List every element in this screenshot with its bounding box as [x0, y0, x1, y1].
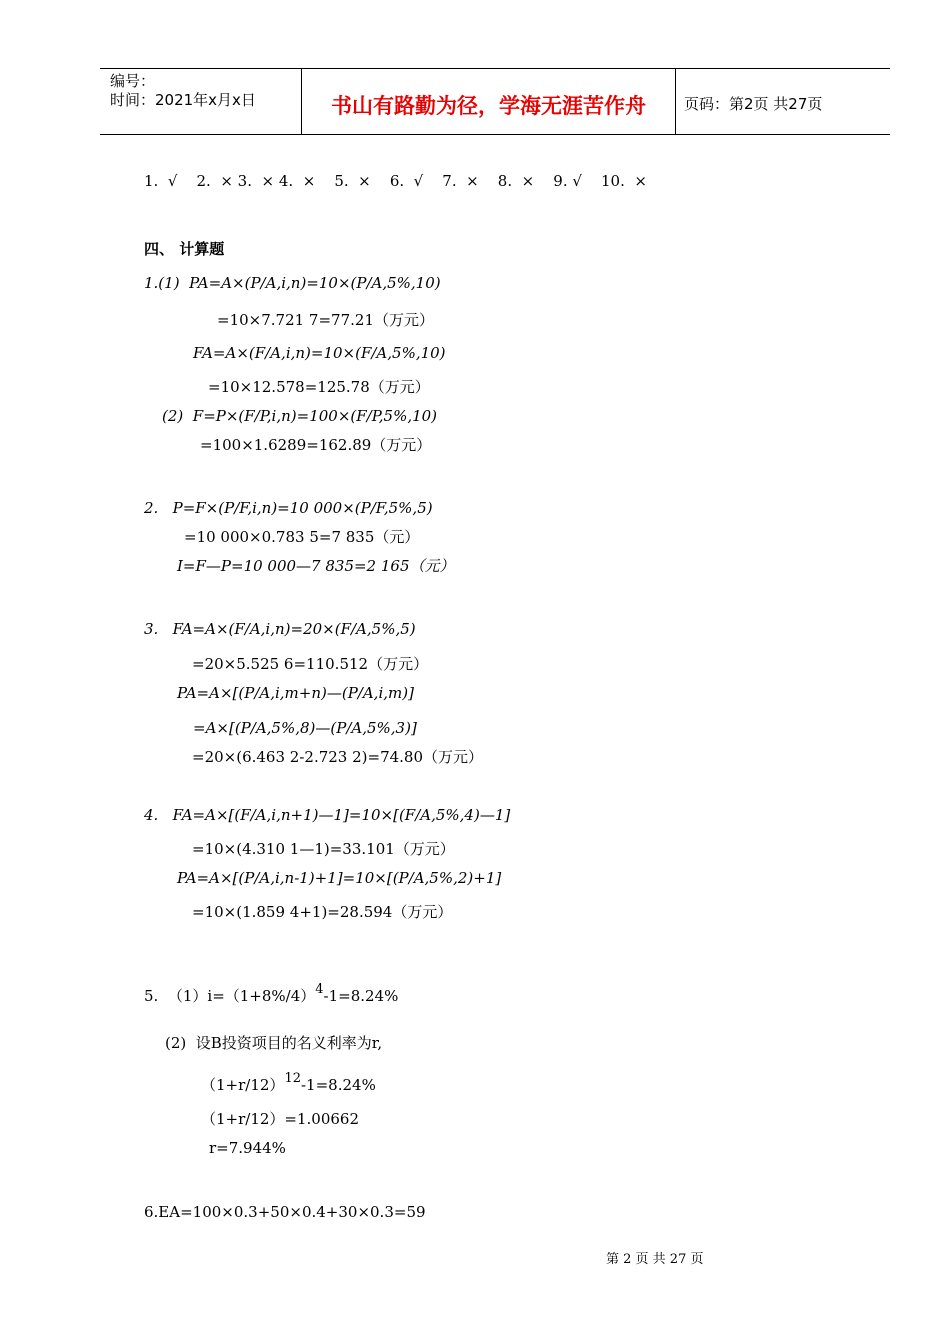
calc-line-19-base: 5. （1）i=（1+8%/4） — [144, 987, 316, 1005]
calc-line-2: =10×7.721 7=77.21（万元） — [217, 311, 434, 329]
calc-line-1: 1.(1) PA=A×(P/A,i,n)=10×(P/A,5%,10) — [144, 274, 441, 292]
page-footer: 第 2 页 共 27 页 — [606, 1252, 704, 1267]
calc-line-6: =100×1.6289=162.89（万元） — [200, 436, 432, 454]
calc-line-21-rest: -1=8.24% — [300, 1076, 376, 1094]
header-top-rule — [100, 68, 890, 69]
calc-line-14: =20×(6.463 2-2.723 2)=74.80（万元） — [192, 748, 484, 766]
page-header — [100, 68, 890, 136]
header-divider-right — [675, 68, 676, 135]
time-line: 时间：2021年x月x日 — [110, 91, 256, 109]
calc-line-9: I=F—P=10 000—7 835=2 165（元） — [177, 557, 455, 575]
code-label: 编号： — [110, 72, 156, 90]
calc-line-17: PA=A×[(P/A,i,n-1)+1]=10×[(P/A,5%,2)+1] — [177, 869, 502, 887]
calc-line-22: （1+r/12）=1.00662 — [201, 1110, 360, 1128]
calc-line-13: =A×[(P/A,5%,8)—(P/A,5%,3)] — [193, 719, 417, 737]
calc-line-11: =20×5.525 6=110.512（万元） — [192, 655, 429, 673]
calc-line-23: r=7.944% — [209, 1139, 286, 1157]
calc-line-12: PA=A×[(P/A,i,m+n)—(P/A,i,m)] — [177, 684, 414, 702]
calc-line-8: =10 000×0.783 5=7 835（元） — [184, 528, 420, 546]
calc-line-19 — [144, 982, 399, 1007]
calc-line-19-rest: -1=8.24% — [323, 987, 399, 1005]
calc-line-15: 4. FA=A×[(F/A,i,n+1)—1]=10×[(F/A,5%,4)—1] — [144, 806, 511, 824]
calc-line-3: FA=A×(F/A,i,n)=10×(F/A,5%,10) — [193, 344, 446, 362]
header-page-info: 页码：第2页 共27页 — [684, 95, 823, 113]
section-title: 四、 计算题 — [144, 240, 225, 258]
calc-line-16: =10×(4.310 1—1)=33.101（万元） — [192, 840, 455, 858]
calc-line-21-base: （1+r/12） — [201, 1076, 285, 1094]
calc-line-20: (2) 设B投资项目的名义利率为r, — [165, 1034, 383, 1052]
calc-line-18: =10×(1.859 4+1)=28.594（万元） — [192, 903, 453, 921]
calc-line-4: =10×12.578=125.78（万元） — [208, 378, 430, 396]
calc-line-10: 3. FA=A×(F/A,i,n)=20×(F/A,5%,5) — [144, 620, 416, 638]
calc-line-7: 2. P=F×(P/F,i,n)=10 000×(P/F,5%,5) — [144, 499, 433, 517]
header-meta — [110, 72, 256, 110]
header-bottom-rule — [100, 134, 890, 135]
calc-line-21 — [201, 1071, 376, 1096]
calc-line-21-exponent: 12 — [284, 1071, 301, 1086]
calc-line-24: 6.EA=100×0.3+50×0.4+30×0.3=59 — [144, 1203, 426, 1221]
calc-line-19-exponent: 4 — [315, 982, 324, 997]
header-motto: 书山有路勤为径，学海无涯苦作舟 — [331, 94, 646, 118]
answers-line: 1. √ 2. × 3. × 4. × 5. × 6. √ 7. × 8. × 9. √ 10. × — [144, 172, 647, 190]
calc-line-5: (2) F=P×(F/P,i,n)=100×(F/P,5%,10) — [162, 407, 438, 425]
